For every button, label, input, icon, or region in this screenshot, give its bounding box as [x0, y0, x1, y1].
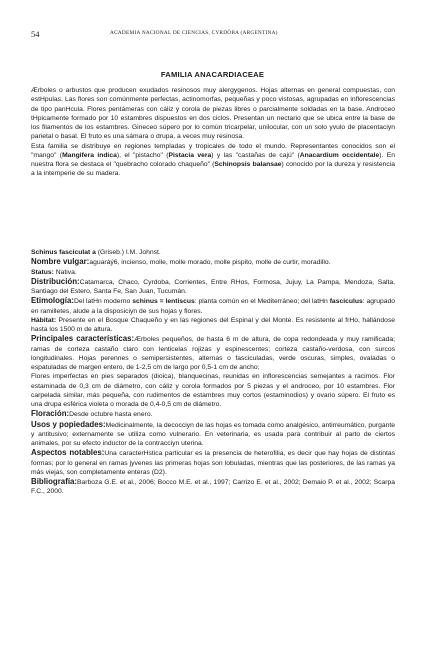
bibliography-label: Bibliografía: [31, 477, 78, 486]
etymology-label: Etimología: [31, 296, 74, 306]
vulgar-name-text: aguaráý6, incienso, molle, molle morado, molle pispito, molle de curtir, moradillo. [89, 259, 331, 267]
characters-section [31, 334, 395, 372]
intro-text: ) conocido por la dureza y resistencia a la intemperie de su madera. [31, 161, 395, 178]
aspects-section [31, 448, 395, 477]
species-name: Schinus fasciculat a [31, 249, 96, 256]
species-pistacho: Pistacia vera [168, 151, 212, 159]
family-description [31, 86, 395, 179]
vulgar-name-label: Nombre vulgar: [31, 257, 90, 267]
distribution-section [31, 277, 395, 297]
flowering-text: Desde octubre hasta enero. [69, 411, 153, 419]
etymology-text: : agrupado en ramilletes, alude a la disposiciyn de sus hojas y flores. [31, 298, 396, 315]
bibliography-text: Barboza G.E. et al., 2006; Bocco M.E. et al., 1997; Carrizo E. et al., 2002; Demaio P. et al., 2002; Scarpa F.C., 2000. [31, 479, 395, 496]
intro-text: ), el "pistacho" ( [116, 151, 169, 159]
intro-text: Esta familia se distribuye en regiones templadas y tropicales de todo el mundo. Representantes conocidos son el "mango" ( [31, 142, 395, 159]
flowering-label: Floración: [31, 409, 70, 419]
status-text: Nativa. [53, 268, 77, 276]
vulgar-name-section [31, 257, 395, 267]
species-caju: Anacardium occidentale [299, 151, 380, 159]
distribution-text: Catamarca, Chaco, Cyrdoba, Corrientes, Entre RHos, Formosa, Jujuy, La Pampa, Mendoza, Salta, Santiago del Estero, Santa Fe, San Juan, Tucumán. [31, 278, 395, 295]
distribution-label: Distribución: [31, 276, 80, 286]
status-label: Status: [31, 268, 54, 276]
intro-text: ). En nuestra flora se destaca el "quebracho colorado chaqueño" ( [31, 151, 396, 168]
flowers-section: Flores imperfectas en pies separados (dioica), blanquecinas, reunidas en inflorescencias semejantes a racimos. Flor estaminada de 0,3 cm de diámetro, con cáliz y corola formados por 5 piezas y el androceo, por 10 estambres. Flor carpelada similar, más pequeña, con rudimentos de estambres muy cortos (estaminodios) y ovario súpero. El fruto es una drupa esférica violeta o morada de 0,4-0,5 cm de diámetro. [31, 373, 395, 408]
bibliography-section [31, 477, 395, 497]
species-authority: (Griseb.) I.M. Johnst. [95, 249, 161, 256]
species-entry [31, 248, 395, 497]
intro-paragraph-1: Ærboles o arbustos que producen exudados resinosos muy alergygenos. Hojas alternas en general compuestas, con estHpulas. Las flores son comúnmente perfectas, actinomorfas, pequeñas y poco vistosas, agrupadas en inflorescencias de tipo panHcula. Flores pentámeras con cáliz y corola de piezas libres o parcialmente soldadas en la base. Androceo tHpicamente formado por 10 estambres dispuestos en dos ciclos. Presentan un nectario que se ubica entre la base de los filamentos de los estambres. Gineceo súpero por lo común tricarpelar, unilocular, con un solo yvulo de placentaciyn parietal o basal. El fruto es una sámara o drupa, a veces muy resinosa. [31, 87, 395, 141]
species-quebracho: Schinopsis balansae [214, 161, 282, 168]
page-header [0, 29, 425, 41]
family-title: FAMILIA ANACARDIACEAE [160, 70, 265, 79]
habitat-section [31, 316, 395, 335]
running-title: ACADEMIA NACIONAL DE CIENCIAS, CYRDÖBA (ARGENTINA) [110, 30, 278, 36]
flowering-section [31, 409, 395, 419]
uses-label: Usos y popiedades: [31, 419, 106, 429]
aspects-text: Una caracterHstica particular es la presencia de heterofilia, es decir que hay hojas de distintas formas; por lo general en ramas jyvenes las primeras hojas son lobuladas, mientras que las posteriores, de las ramas ya más viejas, son completamente enteras (D2). [31, 450, 395, 476]
species-mango: Mangifera indica [62, 151, 117, 159]
etymology-genus: schinus = lentiscus [132, 298, 195, 306]
habitat-text: Presente en el Bosque Chaqueño y en las regiones del Espinal y del Monte. Es resistente al frHo, hallándose hasta los 1500 m de altura. [31, 316, 395, 333]
aspects-label: Aspectos notables: [31, 448, 105, 458]
uses-section [31, 420, 395, 449]
uses-text: Medicinalmente, la decocciyn de las hojas es tomada como analgésico, antirreumático, purgante y antitusivo; externamente se utiliza como vulnerario. En veterinaria, es usada para contribuir al parto de ciertos animales, por su efecto inductor de la contracciyn uterina. [31, 421, 395, 447]
etymology-species: fasciculus [329, 298, 363, 306]
etymology-text: : planta común en el Mediterráneo; del latHn [194, 298, 330, 306]
characters-label: Principales características: [31, 334, 135, 344]
species-heading [31, 248, 395, 257]
status-section [31, 268, 395, 277]
intro-paragraph-2 [31, 142, 395, 179]
characters-text: Ærboles pequeños, de hasta 6 m de altura, de copa redondeada y muy ramificada; ramas de corteza castaño claro con lenticelas rojizas y espinescentes; corteza castaño-verdosa, con surcos longitudinales. Hojas perennes o semipersistentes, alternas o fasciculadas, verde oscuras, simples, ovaladas o espatuladas de margen entero, de 1-2,5 cm de largo por 0,5-1 cm de ancho; [31, 336, 395, 371]
intro-text: ) y las "castañas de cajú" ( [211, 151, 300, 159]
habitat-label: Hábitat: [31, 316, 57, 324]
page-number: 54 [31, 29, 40, 39]
etymology-text: Del latHn moderno [73, 298, 133, 306]
etymology-section [31, 296, 395, 316]
